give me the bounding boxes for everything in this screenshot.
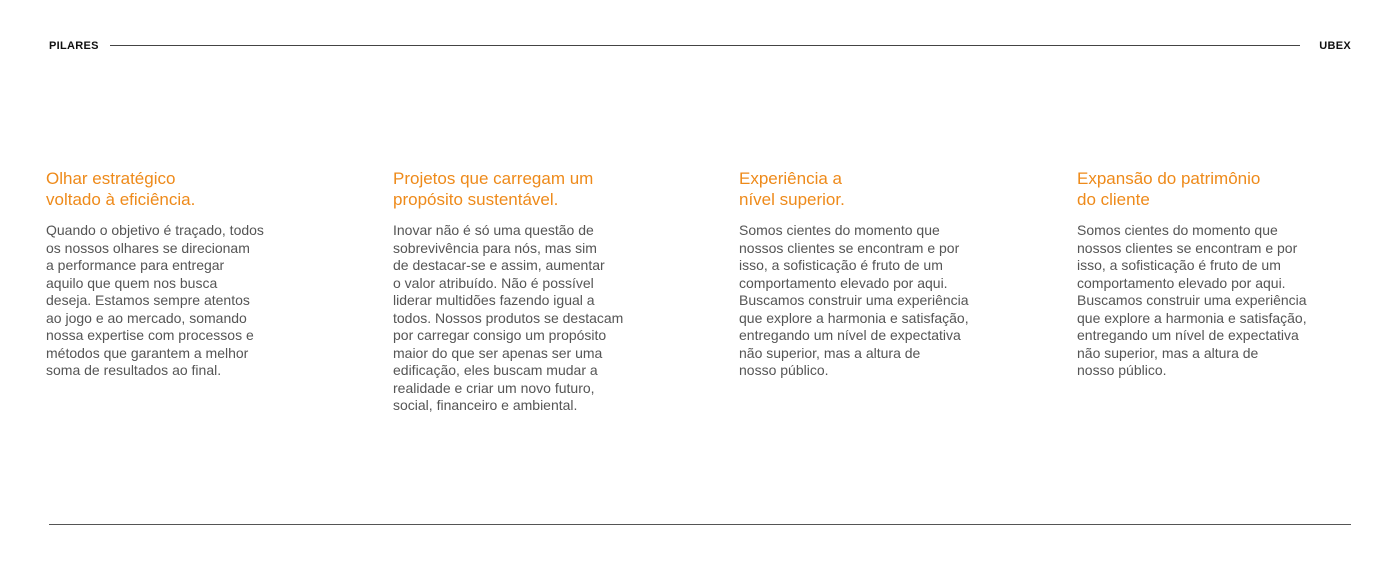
pillar-title: Projetos que carregam um propósito sustentável. (393, 169, 594, 209)
pillar-body: Inovar não é só uma questão de sobrevivência para nós, mas sim de destacar-se e assim, aumentar o valor atribuído. Não é possível liderar multidões fazendo igual a todos. Nossos produtos se destacam por carregar consigo um propósito maior do que ser apenas ser uma edificação, eles buscam mudar a realidade e criar um novo futuro, social, financeiro e ambiental. (393, 222, 624, 413)
pillar-column (393, 168, 663, 415)
pillar-column (46, 168, 316, 380)
pillar-column (739, 168, 1009, 380)
footer-divider (49, 524, 1351, 525)
section-label: PILARES (49, 40, 99, 52)
pillar-title: Expansão do patrimônio do cliente (1077, 169, 1261, 209)
header-divider (110, 45, 1300, 46)
brand-label: UBEX (1319, 40, 1351, 52)
pillar-body: Somos cientes do momento que nossos clientes se encontram e por isso, a sofisticação é fruto de um comportamento elevado por aqui. Buscamos construir uma experiência que explore a harmonia e satisfação, entregando um nível de expectativa não superior, mas a altura de nosso público. (739, 222, 969, 378)
pillar-title: Experiência a nível superior. (739, 169, 845, 209)
pillar-body: Somos cientes do momento que nossos clientes se encontram e por isso, a sofisticação é fruto de um comportamento elevado por aqui. Buscamos construir uma experiência que explore a harmonia e satisfação, entregando um nível de expectativa não superior, mas a altura de nosso público. (1077, 222, 1307, 378)
pillar-column (1077, 168, 1347, 380)
pillar-body: Quando o objetivo é traçado, todos os nossos olhares se direcionam a performance para entregar aquilo que quem nos busca deseja. Estamos sempre atentos ao jogo e ao mercado, somando nossa expertise com processos e métodos que garantem a melhor soma de resultados ao final. (46, 222, 264, 378)
pillar-title: Olhar estratégico voltado à eficiência. (46, 169, 196, 209)
